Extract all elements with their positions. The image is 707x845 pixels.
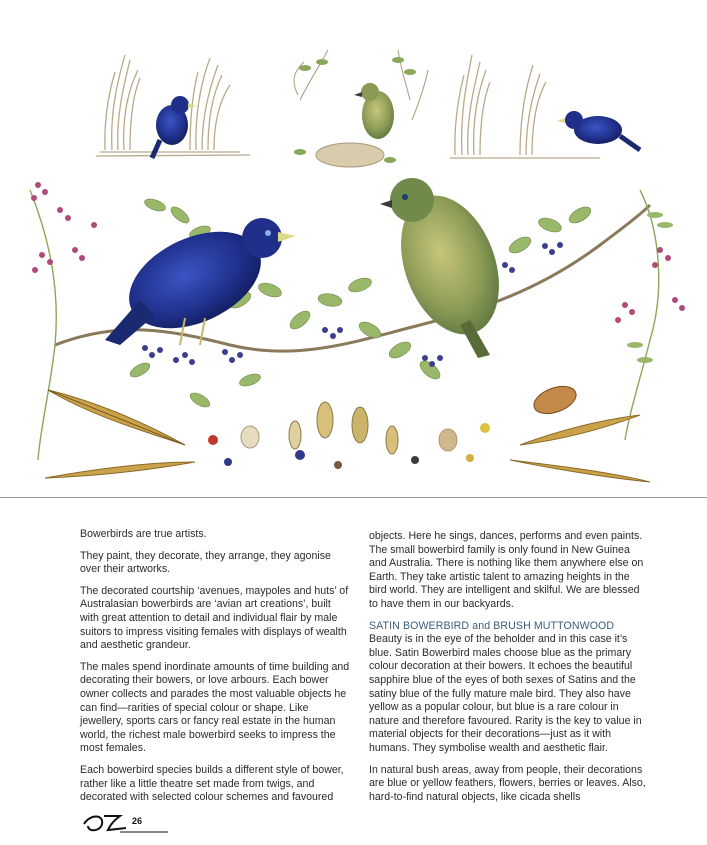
cicada-shell [530, 381, 580, 419]
paragraph: Bowerbirds are true artists. [80, 528, 207, 540]
nest [316, 143, 384, 167]
decoration-objects [208, 423, 490, 469]
paragraph: objects. Here he sings, dances, performs and even paints. The small bowerbird family is only found in New Guinea and Australia. There is nothing like them anywhere else on Earth. They take artistic talent to amazing heights in the bird world. They are intelligent and skilful. We are blessed to have them in our backyards. [369, 530, 644, 610]
bower-right [450, 55, 600, 158]
left-flowering-plant [30, 182, 97, 460]
right-column [369, 530, 649, 812]
feather-left-large [48, 390, 185, 445]
divider-line [0, 497, 707, 498]
feather-right-bottom [510, 460, 650, 482]
paragraph: Each bowerbird species builds a different style of bower, rather like a little theatre set made from twigs, and decorated with selected colour schemes and favoured [80, 763, 344, 804]
female-bird-small [354, 83, 394, 139]
section-heading: SATIN BOWERBIRD and BRUSH MUTTONWOOD [369, 619, 615, 632]
paragraph: The males spend inordinate amounts of time building and decorating their bowers, or love arbours. Each bower owner collects and parades the most valuable objects he can find—rarities of special colour or shape. Like jewellery, sports cars or fancy real estate in the human world, the richest male bowerbird seeks to impress the most females. [80, 660, 350, 755]
section-body-continued: In natural bush areas, away from people, their decorations are blue or yellow feathers, flowers, berries or leaves. Also, hard-to-find natural objects, like cicada shells [369, 763, 646, 803]
paragraph: They paint, they decorate, they arrange, they agonise over their artworks. [80, 549, 331, 576]
page-number: 26 [132, 816, 143, 826]
male-bird-small-right [557, 111, 640, 150]
feather-left-bottom [45, 462, 195, 478]
feather-right-large [520, 415, 640, 445]
left-column [80, 528, 352, 813]
small-feathers [289, 402, 398, 454]
nest-twigs [294, 50, 428, 120]
paragraph: The decorated courtship ‘avenues, maypoles and huts’ of Australasian bowerbirds are ‘avian art creations’, built with great attention to detail and individual flair by male suitors to impress visiting females with displays of wealth and aesthetic grandeur. [80, 584, 349, 652]
right-flowering-plant [615, 190, 685, 440]
section-body: Beauty is in the eye of the beholder and in this case it’s blue. Satin Bowerbird males choose blue as the primary colour decoration at their bowers. It echoes the beautiful sapphire blue of the eyes of both sexes of Satins and the satiny blue of the fully mature male bird. They also have yellow as a popular colour, but blue is a rare colour in nature and therefore favoured. Rarity is the key to value in material objects for their decorations—just as it with humans. They symbolise wealth and aesthetic flair. [369, 633, 642, 754]
signature-mark [80, 810, 170, 836]
